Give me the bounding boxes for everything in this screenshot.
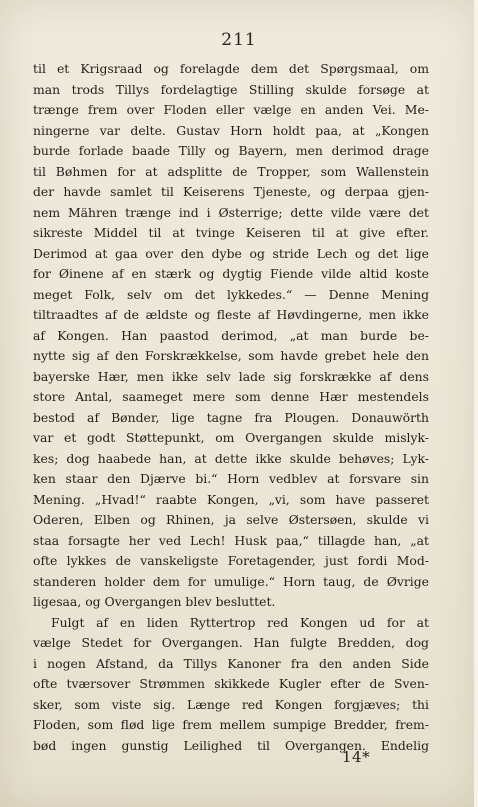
text-line: man trods Tillys fordelagtige Stilling skulde forsøge at xyxy=(33,81,429,97)
text-line: til et Krigsraad og forelagde dem det Spørgsmaal, om xyxy=(33,61,429,76)
text-line: ningerne var delte. Gustav Horn holdt paa, at „Kongen xyxy=(33,122,429,138)
text-line: burde forlade baade Tilly og Bayern, men derimod drage xyxy=(33,143,429,158)
text-line: til Bøhmen for at adsplitte de Tropper, som Wallenstein xyxy=(33,163,429,179)
text-line: var et godt Støttepunkt, om Overgangen skulde mislyk- xyxy=(33,430,429,445)
text-line: meget Folk, selv om det lykkedes.“ — Denne Mening xyxy=(33,286,429,302)
text-line: kes; dog haabede han, at dette ikke skulde behøves; Lyk- xyxy=(33,450,429,466)
text-line: af Kongen. Han paastod derimod, „at man burde be- xyxy=(33,327,429,343)
text-line: Mening. „Hvad!“ raabte Kongen, „vi, som have passeret xyxy=(33,491,429,507)
text-line: store Antal, saameget mere som denne Hær mestendels xyxy=(33,389,429,404)
text-line: nytte sig af den Forskrækkelse, som havde grebet hele den xyxy=(33,348,429,363)
text-line: ofte tværsover Strømmen skikkede Kugler efter de Sven- xyxy=(33,676,429,691)
text-line: der havde samlet til Keiserens Tjeneste, og derpaa gjen- xyxy=(33,184,429,199)
page-number: 211 xyxy=(221,30,257,50)
text-line: ofte lykkes de vanskeligste Foretagender, just fordi Mod- xyxy=(33,553,429,568)
text-line: bayerske Hær, men ikke selv lade sig forskrække af dens xyxy=(33,368,429,384)
text-line: trænge frem over Floden eller vælge en anden Vei. Me- xyxy=(33,102,429,117)
text-line: bød ingen gunstig Leilighed til Overgangen. Endelig xyxy=(33,737,429,753)
text-line: Oderen, Elben og Rhinen, ja selve Østersøen, skulde vi xyxy=(33,512,429,527)
text-line: sker, som viste sig. Længe red Kongen forgjæves; thi xyxy=(33,696,429,712)
text-line: staa forsagte her ved Lech! Husk paa,“ tillagde han, „at xyxy=(33,532,429,548)
text-line: Derimod at gaa over den dybe og stride Lech og det lige xyxy=(33,245,429,261)
text-line: nem Mähren trænge ind i Østerrige; dette vilde være det xyxy=(33,204,429,220)
text-line: sikreste Middel til at tvinge Keiseren til at give efter. xyxy=(33,225,429,240)
text-line: ken staar den Djærve bi.“ Horn vedblev at forsvare sin xyxy=(33,471,429,486)
text-line: bestod af Bønder, lige tagne fra Plougen. Donauwörth xyxy=(33,409,429,425)
text-line: Fulgt af en liden Ryttertrop red Kongen ud for at xyxy=(51,614,429,630)
page-edge xyxy=(474,0,478,807)
text-line: tiltraadtes af de ældste og fleste af Høvdingerne, men ikke xyxy=(33,307,429,322)
text-line: standeren holder dem for umulige.“ Horn taug, de Øvrige xyxy=(33,573,429,589)
text-line: Floden, som flød lige frem mellem sumpige Bredder, frem- xyxy=(33,717,429,732)
printer-signature-mark: 14* xyxy=(342,748,371,766)
text-line: ligesaa, og Overgangen blev besluttet. xyxy=(33,594,276,609)
body-text xyxy=(33,59,429,756)
text-line: for Øinene af en stærk og dygtig Fiende vilde altid koste xyxy=(33,266,429,281)
text-line: i nogen Afstand, da Tillys Kanoner fra den anden Side xyxy=(33,655,429,671)
text-line: vælge Stedet for Overgangen. Han fulgte Bredden, dog xyxy=(33,635,429,650)
